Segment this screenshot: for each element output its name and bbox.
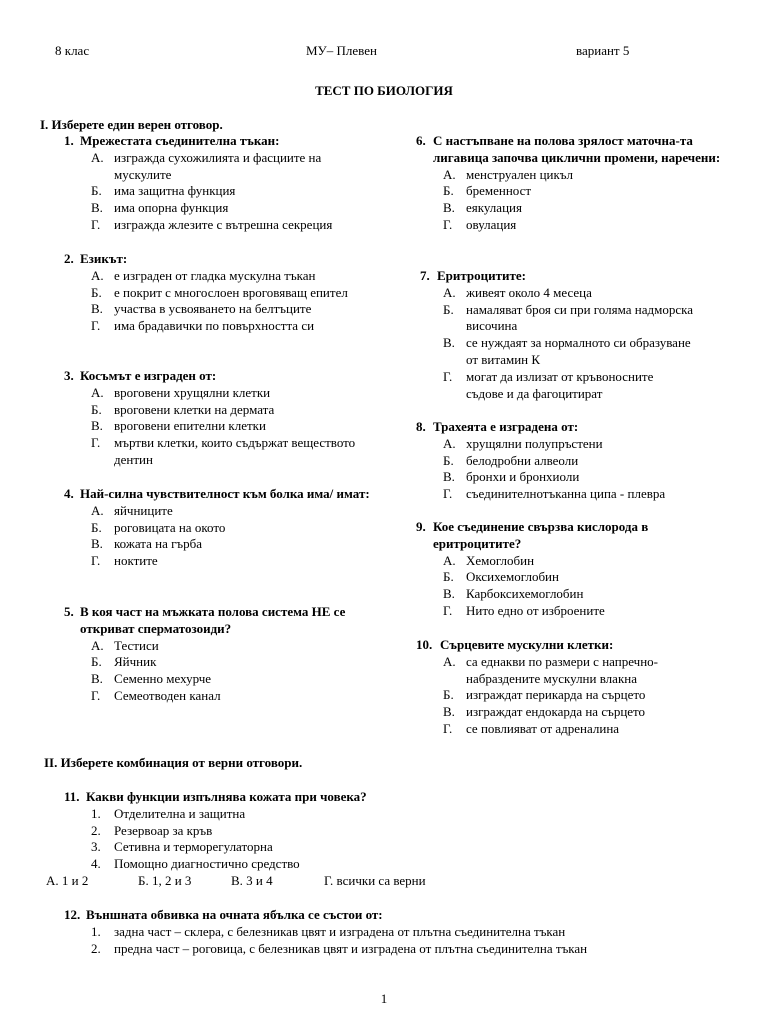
option[interactable]	[443, 436, 733, 453]
item-text: Отделителна и защитна	[114, 805, 246, 821]
list-item	[91, 806, 724, 823]
option-text: менструален цикъл	[466, 166, 574, 182]
option-label: А.	[443, 435, 456, 451]
question-text: С настъпване на полова зрялост маточна-та лигавица започва циклични промени, наречени:	[433, 133, 721, 165]
option-label: В.	[91, 200, 103, 216]
option-text: Карбоксихемоглобин	[466, 586, 584, 602]
option-label: В.	[443, 469, 455, 485]
option[interactable]	[91, 536, 361, 553]
option-label: Г.	[91, 318, 101, 334]
option-label: Б.	[91, 183, 102, 199]
option-label: Г.	[443, 486, 453, 502]
question-number: 4.	[64, 486, 74, 501]
option-text: кожата на гърба	[114, 536, 203, 552]
page-title: ТЕСТ ПО БИОЛОГИЯ	[315, 83, 453, 98]
question-7	[420, 268, 738, 402]
option[interactable]	[91, 654, 361, 671]
option-label: Б.	[91, 519, 102, 535]
list-item	[91, 924, 754, 941]
option[interactable]	[443, 369, 693, 403]
option-label: В.	[443, 200, 455, 216]
option-label: А.	[91, 149, 104, 165]
option-text: Семенно мехурче	[114, 671, 212, 687]
question-3	[64, 368, 386, 469]
option-text: мъртви клетки, които съдържат веществото дентин	[114, 435, 356, 467]
option-label: Б.	[91, 654, 102, 670]
option[interactable]	[443, 553, 733, 570]
option-text: бронхи и бронхиоли	[466, 469, 580, 485]
option[interactable]	[91, 435, 361, 469]
option[interactable]	[443, 453, 733, 470]
option-label: Б.	[443, 452, 454, 468]
question-number: 12.	[64, 907, 81, 922]
option-label: Б.	[443, 569, 454, 585]
list-item	[91, 856, 724, 873]
option-text: Оксихемоглобин	[466, 569, 559, 585]
option-label: В.	[91, 671, 103, 687]
option-label: В.	[91, 536, 103, 552]
question-number: 5.	[64, 604, 74, 619]
option-text: има защитна функция	[114, 183, 236, 199]
question-text: Мрежестата съединителна тъкан:	[80, 133, 280, 148]
option[interactable]	[443, 603, 733, 620]
question-text: В коя част на мъжката полова система НЕ се откриват сперматозоиди?	[80, 604, 346, 636]
option[interactable]	[91, 285, 361, 302]
header-variant: вариант 5	[576, 43, 630, 58]
option-text: изграждат перикарда на сърцето	[466, 687, 646, 703]
item-text: Сетивна и терморегулаторна	[114, 839, 273, 855]
option[interactable]	[443, 217, 693, 234]
question-number: 7.	[420, 268, 430, 283]
item-label: 1.	[91, 923, 101, 939]
question-6	[416, 133, 738, 234]
option[interactable]	[443, 721, 713, 738]
combo-option-a[interactable]: А. 1 и 2	[46, 873, 89, 888]
option-label: Г.	[443, 720, 453, 736]
question-text: Външната обвивка на очната ябълка се състои от:	[86, 907, 383, 922]
option-label: Г.	[91, 553, 101, 569]
question-1	[64, 133, 386, 234]
option-label: Б.	[443, 687, 454, 703]
combo-option-b[interactable]: Б. 1, 2 и 3	[138, 873, 192, 888]
item-label: 4.	[91, 856, 101, 872]
option[interactable]	[91, 520, 361, 537]
section-2-heading: II. Изберете комбинация от верни отговори.	[44, 755, 303, 770]
question-text: Еритроцитите:	[437, 268, 527, 283]
option[interactable]	[91, 268, 361, 285]
option[interactable]	[91, 385, 361, 402]
question-text: Езикът:	[80, 251, 128, 266]
option-text: овулация	[466, 216, 517, 232]
question-number: 10.	[416, 637, 433, 652]
option-text: е изграден от гладка мускулна тъкан	[114, 267, 316, 283]
question-text: Трахеята е изградена от:	[433, 419, 579, 434]
option-text: роговицата на окото	[114, 519, 226, 535]
option-text: са еднакви по размери с напречно-набраздените мускулни влакна	[466, 653, 658, 686]
option[interactable]	[91, 183, 361, 200]
option-label: В.	[443, 704, 455, 720]
option[interactable]	[443, 586, 733, 603]
option-label: Б.	[443, 301, 454, 317]
option-text: е покрит с многослоен вроговяващ епител	[114, 284, 348, 300]
option-text: намаляват броя си при голяма надморска височина	[466, 301, 693, 334]
question-2	[64, 251, 386, 335]
option-text: изграждат ендокарда на сърцето	[466, 704, 646, 720]
question-text: Кое съединение свързва кислорода в еритроцитите?	[433, 519, 649, 551]
option-text: бременност	[466, 183, 532, 199]
option-text: изгражда жлезите с вътрешна секреция	[114, 216, 333, 232]
option-text: Хемоглобин	[466, 552, 535, 568]
option-label: Г.	[91, 435, 101, 451]
option-text: съединителнотъканна ципа - плевра	[466, 486, 666, 502]
option[interactable]	[443, 285, 693, 302]
question-10	[416, 637, 738, 738]
option-label: А.	[443, 653, 456, 669]
option-text: се повлияват от адреналина	[466, 720, 620, 736]
option-text: вроговени епителни клетки	[114, 418, 266, 434]
option[interactable]	[91, 418, 361, 435]
option[interactable]	[91, 688, 361, 705]
combo-option-c[interactable]: В. 3 и 4	[231, 873, 273, 888]
option-label: Г.	[443, 216, 453, 232]
option-text: хрущялни полупръстени	[466, 435, 603, 451]
list-item	[91, 941, 754, 958]
option[interactable]	[91, 553, 361, 570]
question-number: 3.	[64, 368, 74, 383]
option-text: живеят около 4 месеца	[466, 284, 592, 300]
item-text: задна част – склера, с белезникав цвят и изградена от плътна съединителна тъкан	[114, 923, 566, 939]
option[interactable]	[91, 301, 361, 318]
option-label: В.	[91, 418, 103, 434]
option[interactable]	[443, 469, 733, 486]
option[interactable]	[91, 402, 361, 419]
option[interactable]	[443, 687, 713, 704]
option-label: Б.	[91, 284, 102, 300]
section-1-heading: I. Изберете един верен отговор.	[40, 117, 223, 132]
question-text: Какви функции изпълнява кожата при човека?	[86, 789, 367, 804]
option-text: има брадавички по повърхността си	[114, 318, 315, 334]
combo-option-d[interactable]: Г. всички са верни	[324, 873, 426, 888]
question-text: Косъмът е изграден от:	[80, 368, 217, 383]
list-item	[91, 839, 724, 856]
question-11	[64, 789, 724, 873]
option[interactable]	[443, 569, 733, 586]
header-grade: 8 клас	[55, 43, 90, 58]
page-number: 1	[380, 991, 388, 1006]
option-text: еякулация	[466, 200, 522, 216]
option[interactable]	[91, 671, 361, 688]
option-label: А.	[443, 552, 456, 568]
option-label: Г.	[91, 216, 101, 232]
option-text: Яйчник	[114, 654, 157, 670]
item-label: 3.	[91, 839, 101, 855]
option[interactable]	[91, 150, 361, 184]
option-label: А.	[443, 166, 456, 182]
option-label: В.	[443, 586, 455, 602]
option[interactable]	[443, 486, 733, 503]
option-text: могат да излизат от кръвоносните съдове и да фагоцитират	[466, 368, 654, 401]
option-text: яйчниците	[114, 502, 173, 518]
question-4	[64, 486, 386, 570]
question-8	[416, 419, 738, 503]
question-number: 8.	[416, 419, 426, 434]
option[interactable]	[443, 200, 693, 217]
option-text: има опорна функция	[114, 200, 229, 216]
option[interactable]	[443, 704, 713, 721]
list-item	[91, 823, 724, 840]
option-text: Тестиси	[114, 637, 159, 653]
item-text: предна част – роговица, с белезникав цвят и изградена от плътна съединителна тъкан	[114, 940, 588, 956]
option-label: Г.	[443, 602, 453, 618]
option-text: участва в усвояването на белтъците	[114, 301, 312, 317]
question-number: 6.	[416, 133, 426, 148]
option-text: изгражда сухожилията и фасциите на мускулите	[114, 149, 322, 182]
item-label: 1.	[91, 805, 101, 821]
question-text: Сърцевите мускулни клетки:	[440, 637, 614, 652]
option-label: В.	[443, 335, 455, 351]
option[interactable]	[443, 335, 693, 369]
option-text: Нито едно от изброените	[466, 602, 605, 618]
option-text: се нуждаят за нормалното си образуване от витамин К	[466, 335, 691, 367]
item-label: 2.	[91, 940, 101, 956]
option-label: Г.	[91, 687, 101, 703]
item-text: Резервоар за кръв	[114, 822, 213, 838]
option-text: Семеотводен канал	[114, 687, 221, 703]
option[interactable]	[443, 654, 713, 688]
option-label: А.	[91, 384, 104, 400]
option-text: белодробни алвеоли	[466, 452, 579, 468]
option[interactable]	[443, 302, 693, 336]
option-label: А.	[91, 637, 104, 653]
option[interactable]	[91, 638, 361, 655]
option-text: ноктите	[114, 553, 158, 569]
question-9	[416, 519, 738, 620]
option-label: Г.	[443, 368, 453, 384]
item-label: 2.	[91, 822, 101, 838]
option-label: Б.	[91, 401, 102, 417]
option[interactable]	[443, 167, 693, 184]
question-text: Най-силна чувствителност към болка има/ имат:	[80, 486, 370, 501]
question-number: 2.	[64, 251, 74, 266]
question-5	[64, 604, 386, 705]
item-text: Помощно диагностично средство	[114, 856, 300, 872]
question-12	[64, 907, 754, 957]
option[interactable]	[443, 183, 693, 200]
option-label: А.	[91, 267, 104, 283]
option-label: В.	[91, 301, 103, 317]
option-label: Б.	[443, 183, 454, 199]
option[interactable]	[91, 217, 361, 234]
option-label: А.	[91, 502, 104, 518]
option-text: вроговени клетки на дермата	[114, 401, 275, 417]
question-number: 1.	[64, 133, 74, 148]
question-number: 11.	[64, 789, 80, 804]
option-text: вроговени хрущялни клетки	[114, 384, 271, 400]
header-school: МУ– Плевен	[306, 43, 377, 58]
option[interactable]	[91, 318, 361, 335]
question-number: 9.	[416, 519, 426, 534]
option[interactable]	[91, 200, 361, 217]
option-label: А.	[443, 284, 456, 300]
option[interactable]	[91, 503, 361, 520]
